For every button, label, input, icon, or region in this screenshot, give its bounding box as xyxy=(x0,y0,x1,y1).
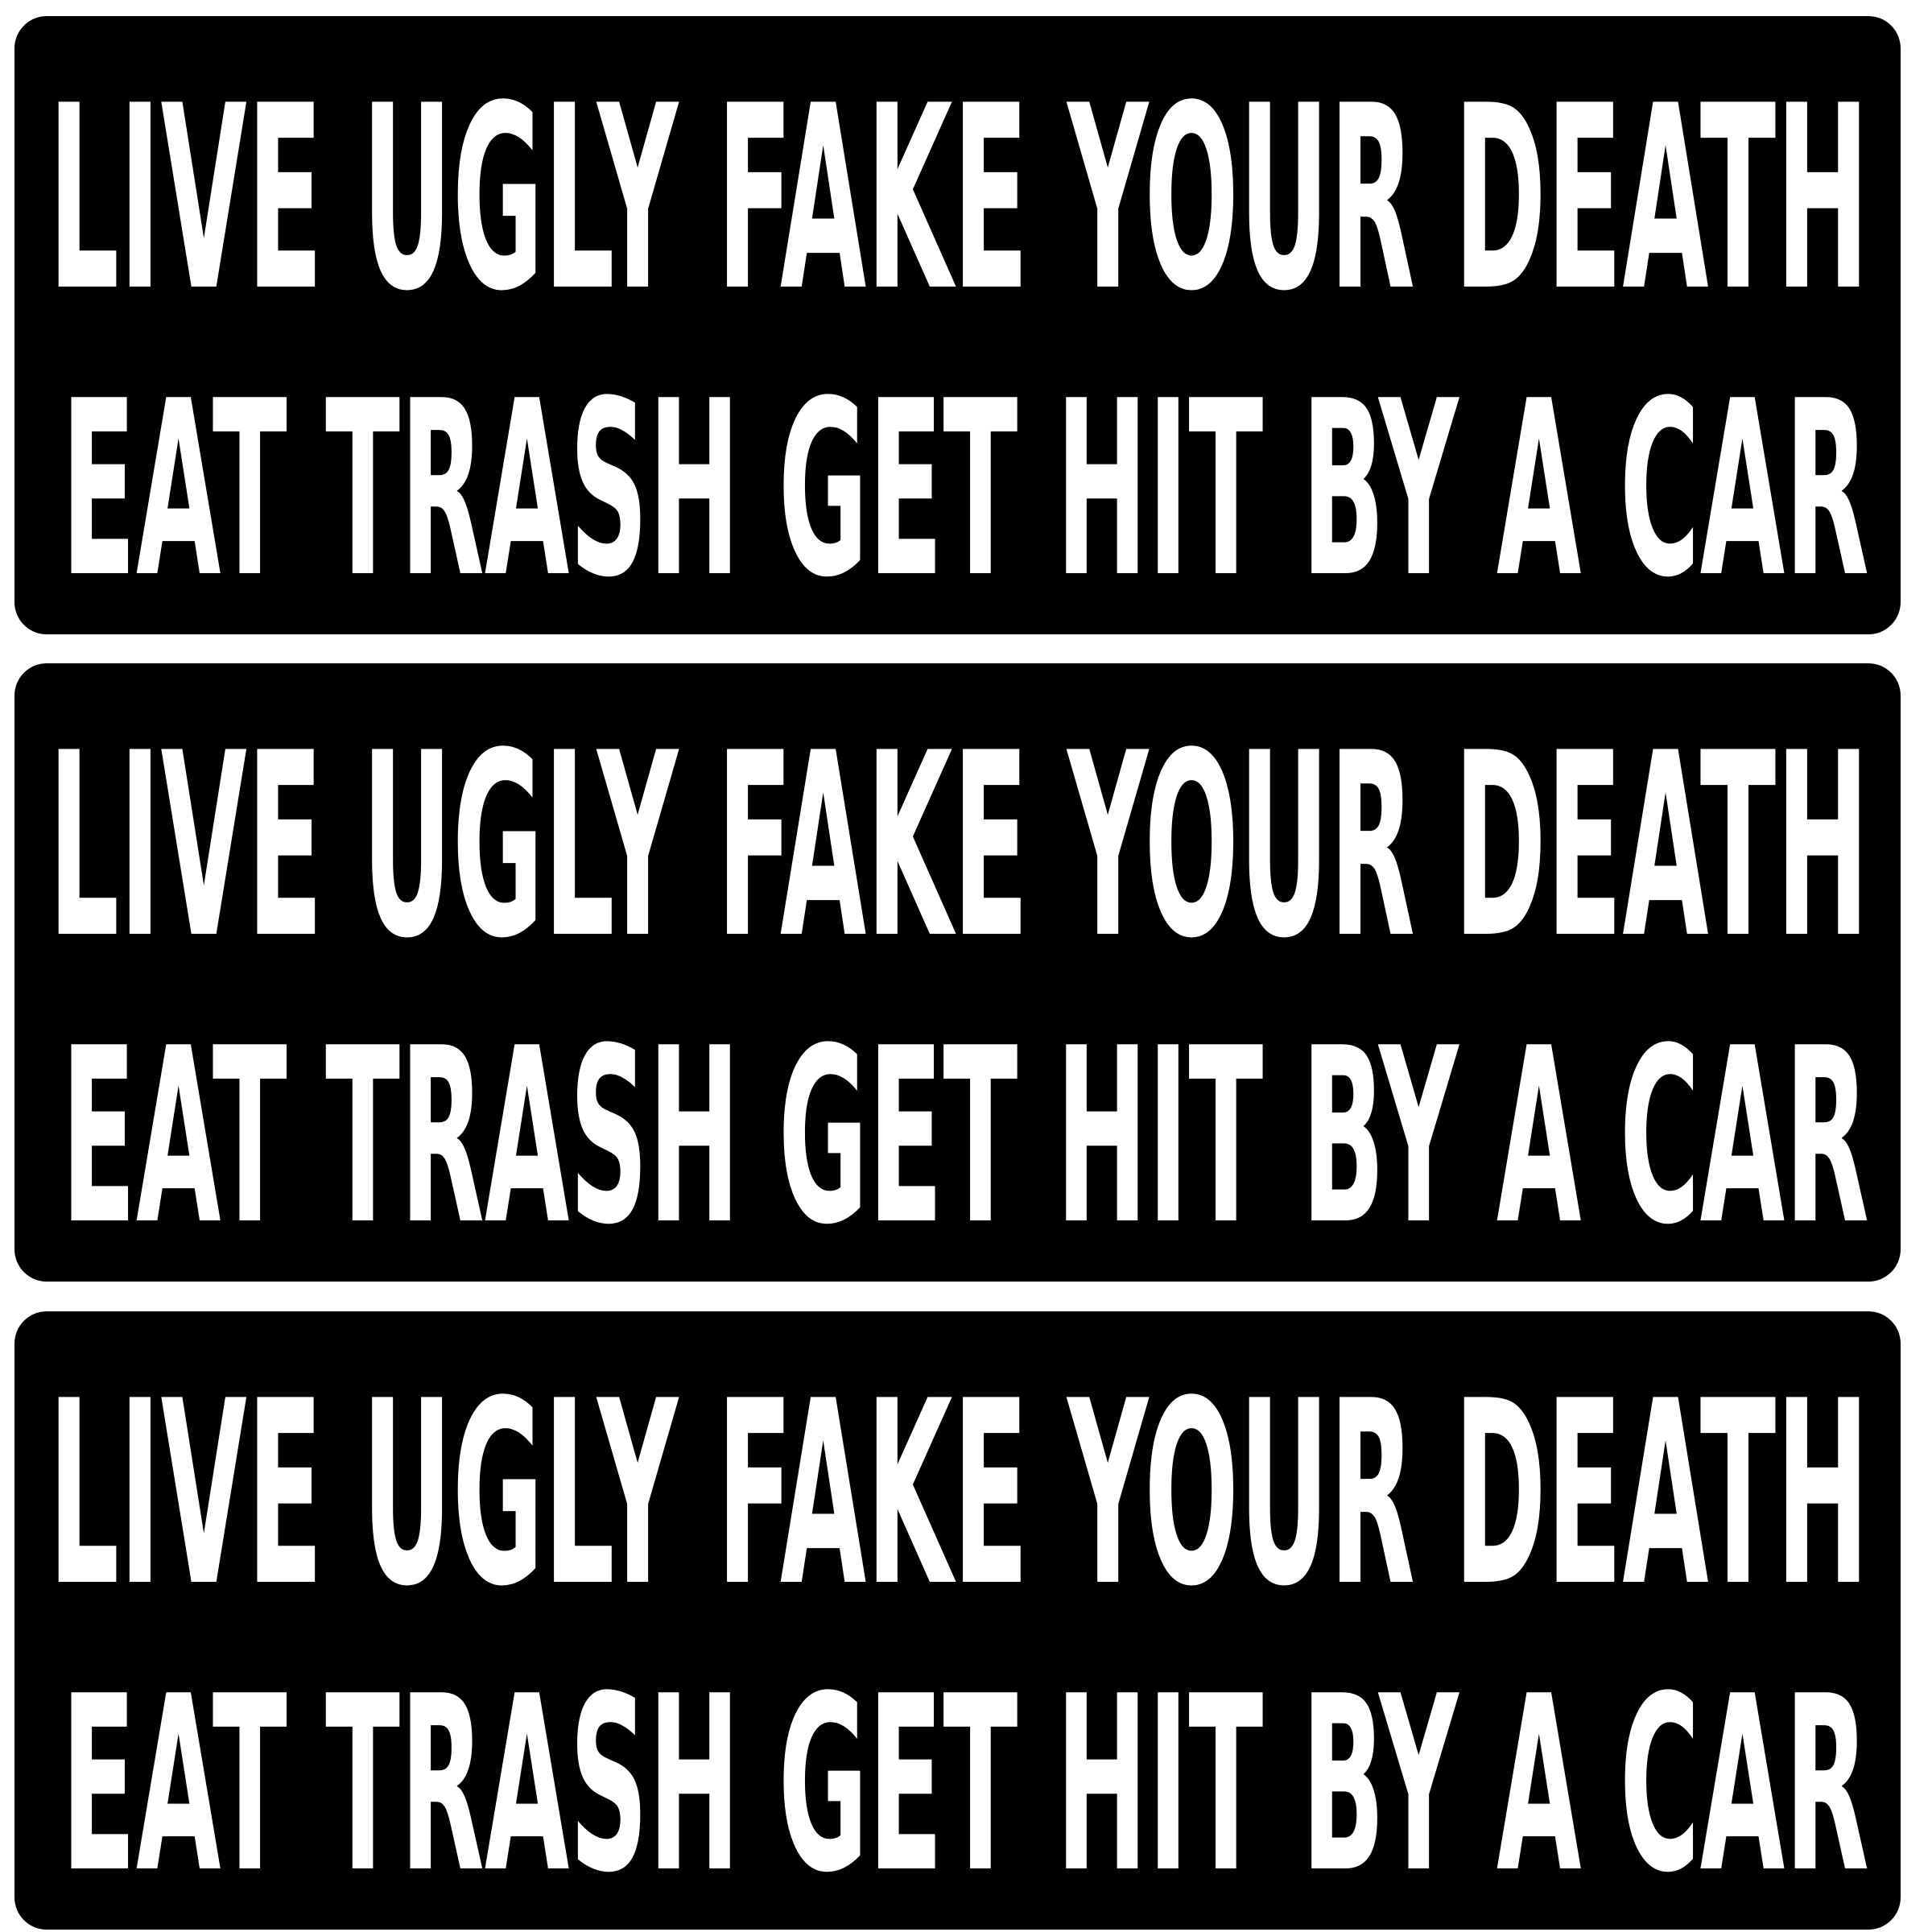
sticker-1-line-2: EAT TRASH GET HIT BY A CAR xyxy=(61,349,1869,630)
sticker-2-artwork xyxy=(14,663,1901,1282)
sticker-1 xyxy=(14,16,1901,634)
sticker-1-artwork xyxy=(14,16,1901,634)
sticker-1-line-1: LIVE UGLY FAKE YOUR DEATH xyxy=(48,51,1869,347)
sticker-2 xyxy=(14,663,1901,1282)
sticker-3-artwork xyxy=(14,1311,1901,1930)
sticker-2-line-2: EAT TRASH GET HIT BY A CAR xyxy=(61,997,1869,1278)
sticker-3-line-2: EAT TRASH GET HIT BY A CAR xyxy=(61,1645,1869,1926)
sticker-3 xyxy=(14,1311,1901,1930)
sticker-3-line-1: LIVE UGLY FAKE YOUR DEATH xyxy=(48,1346,1869,1642)
sticker-2-line-1: LIVE UGLY FAKE YOUR DEATH xyxy=(48,698,1869,994)
